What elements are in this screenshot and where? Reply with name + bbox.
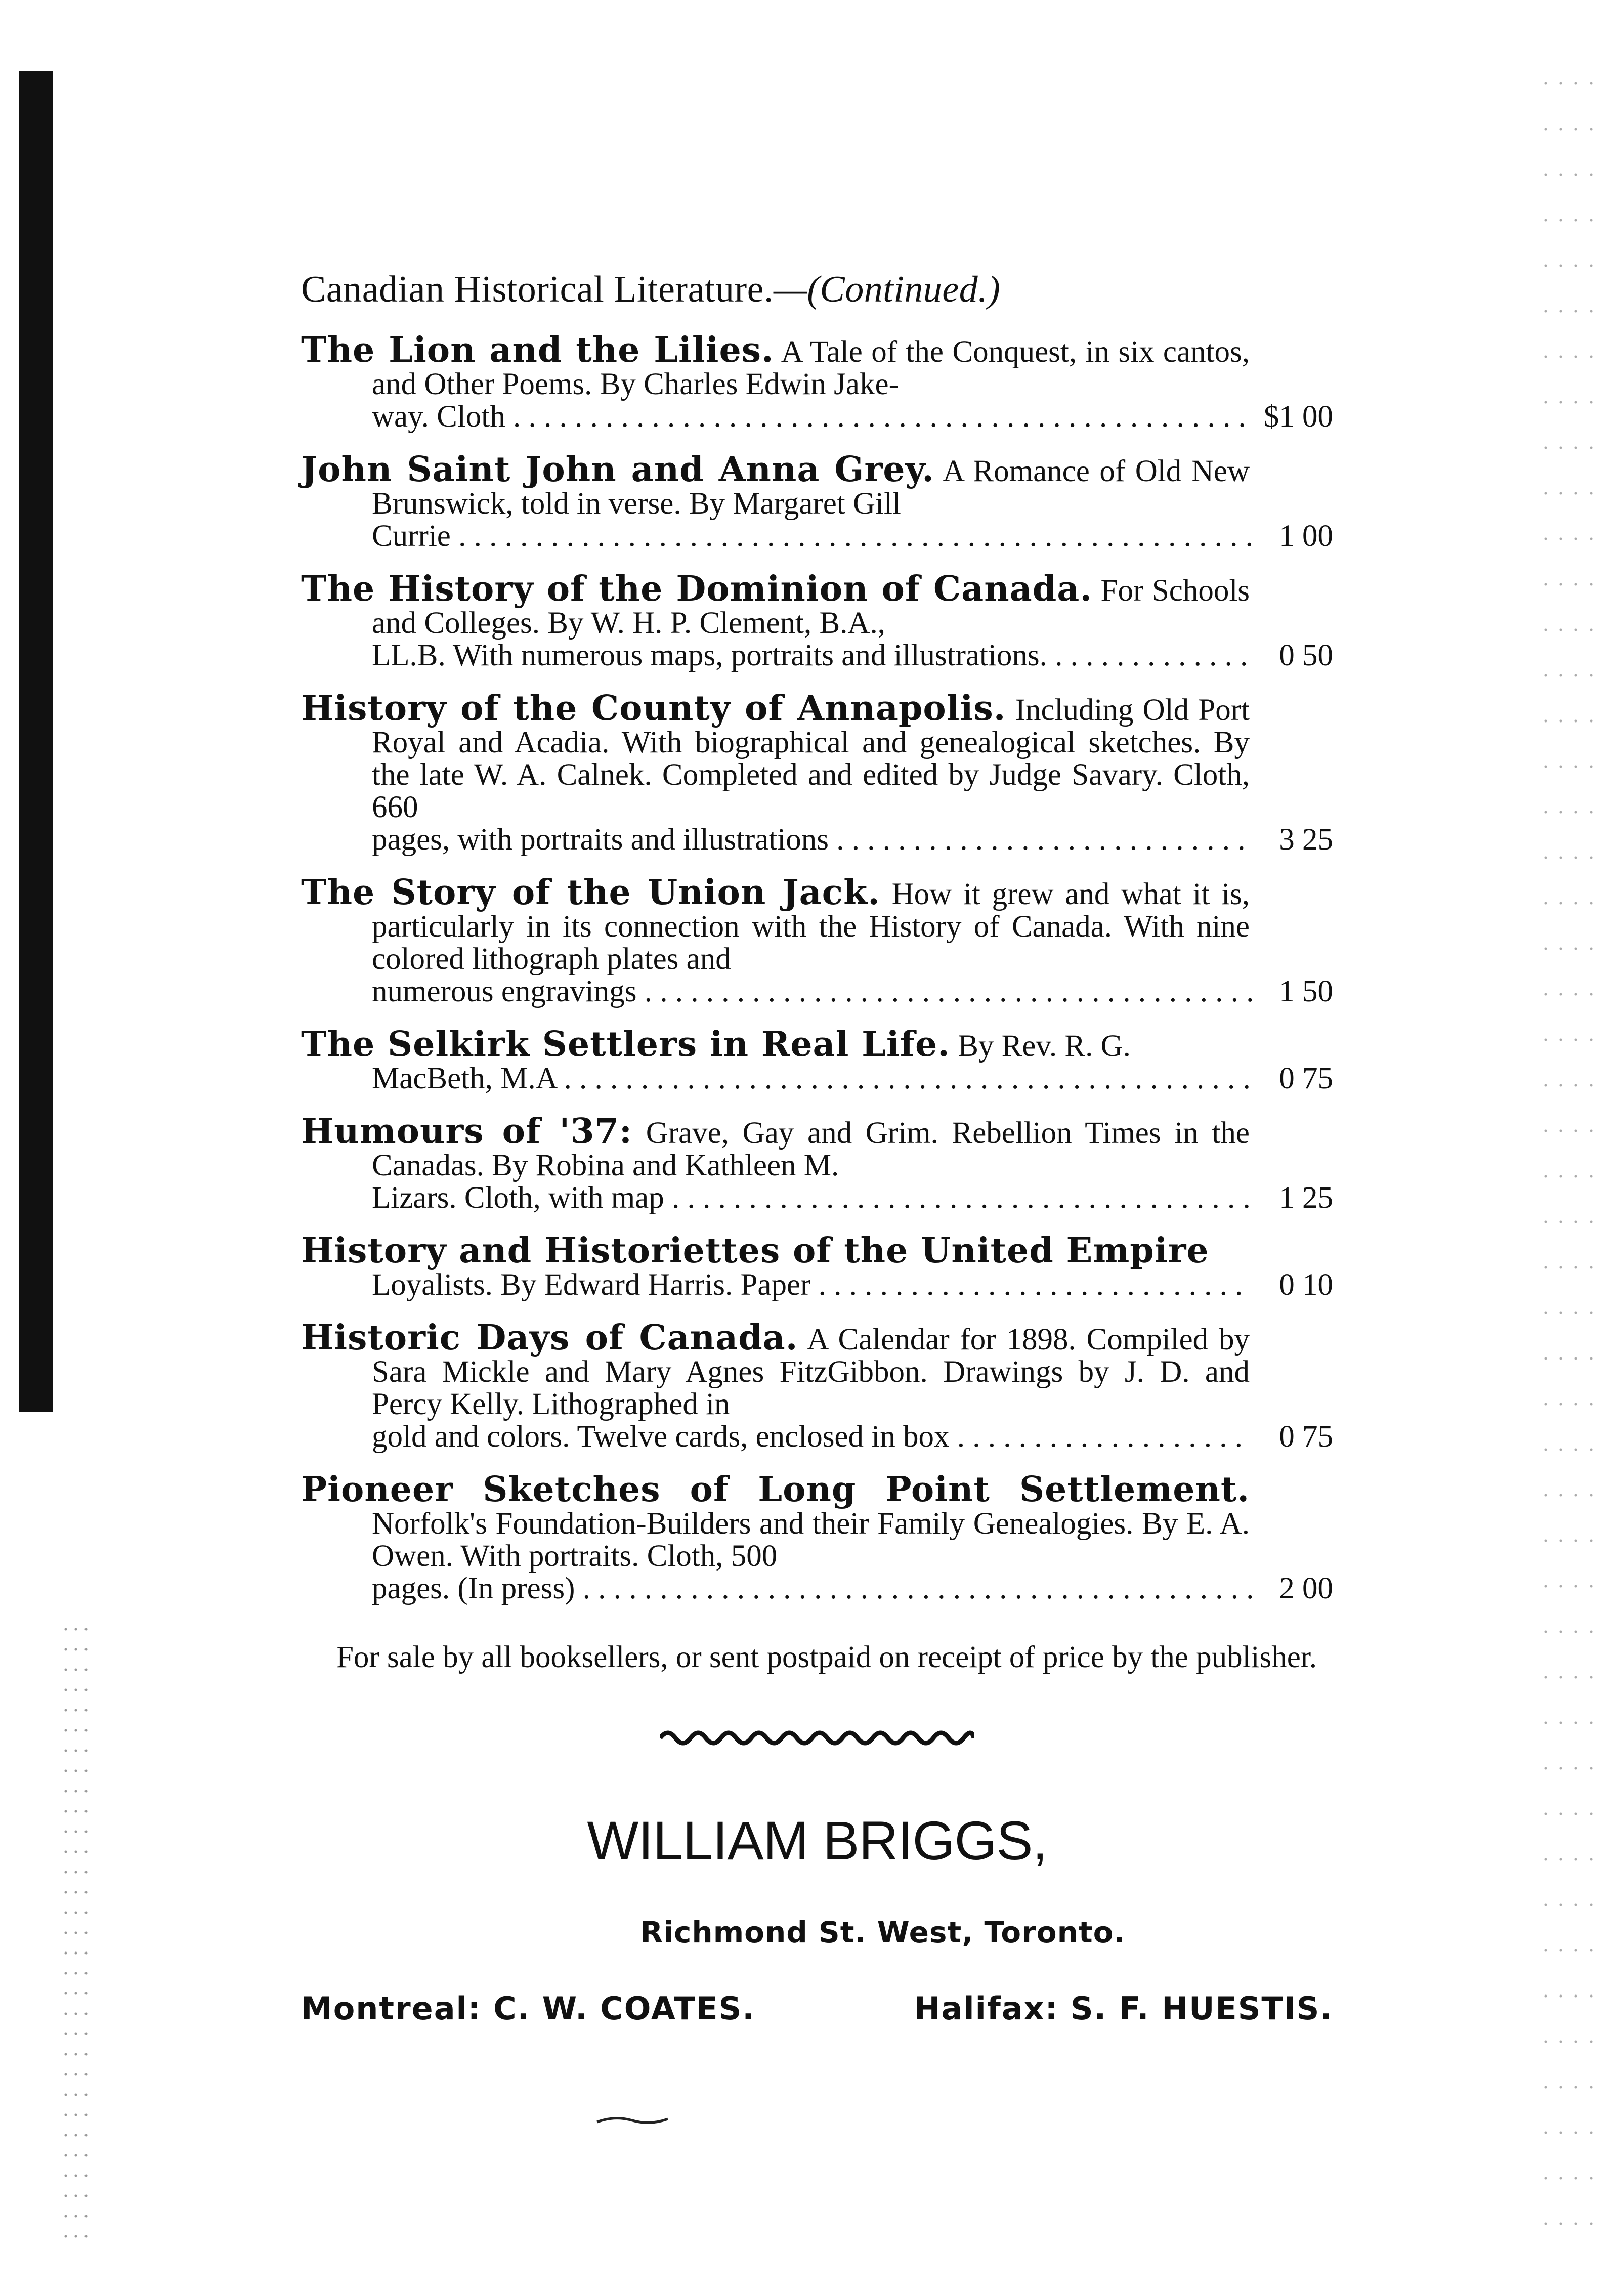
sale-note: For sale by all booksellers, or sent postpaid on receipt of price by the publisher. [336,1640,1317,1674]
book-price: 0 75 [1252,1421,1333,1453]
book-title: History of the County of Annapolis. [301,688,1006,729]
book-entry [301,688,1333,856]
book-price: 2 00 [1252,1573,1333,1605]
book-price: 0 10 [1252,1269,1333,1301]
book-entry [301,1111,1333,1214]
book-entry [301,330,1333,433]
book-title: Pioneer Sketches of Long Point Settlement. [301,1469,1250,1510]
book-description: A Romance of Old New Brunswick, told in verse. By Margaret Gill [372,454,1250,521]
book-entry [301,449,1333,553]
heading-continued: —(Continued.) [773,269,1001,310]
book-title: The Lion and the Lilies. [301,330,774,370]
montreal-agent: Montreal: C. W. COATES. [301,1990,755,2027]
book-description: How it grew and what it is, particularly in its connection with the History of Canada. With nine colored lithograph plates and [372,877,1250,976]
book-description: A Tale of the Conquest, in six cantos, and Other Poems. By Charles Edwin Jake- [372,335,1250,401]
ornamental-divider [660,1728,974,1748]
book-entry [301,1230,1333,1301]
book-entry [301,569,1333,672]
book-price: 1 25 [1252,1182,1333,1214]
heading-title: Canadian Historical Literature. [301,269,774,310]
book-price: 0 75 [1252,1063,1333,1095]
book-description-end: MacBeth, M.A . . . [372,1063,1333,1095]
book-entry [301,872,1333,1008]
book-price: 1 50 [1252,975,1333,1008]
book-description-end: numerous engravings . . . [372,975,1333,1008]
book-price: 3 25 [1252,824,1333,856]
book-description-end: Loyalists. By Edward Harris. Paper . . . [372,1269,1333,1301]
book-title: The History of the Dominion of Canada. [301,569,1092,609]
book-entry [301,1024,1333,1095]
book-description-end: pages. (In press) . . . [372,1573,1333,1605]
book-title: Historic Days of Canada. [301,1318,798,1358]
book-description: For Schools and Colleges. By W. H. P. Clement, B.A., [372,574,1250,640]
book-title: John Saint John and Anna Grey. [301,449,934,490]
book-description: By Rev. R. G. [958,1029,1131,1063]
book-title: The Story of the Union Jack. [301,872,880,913]
book-title: The Selkirk Settlers in Real Life. [301,1024,950,1065]
book-price: 0 50 [1252,640,1333,672]
book-title: Humours of '37: [301,1111,632,1152]
book-entry [301,1318,1333,1453]
book-description-end: gold and colors. Twelve cards, enclosed in box . . . [372,1421,1333,1453]
book-description-end: LL.B. With numerous maps, portraits and illustrations. . . . [372,640,1333,672]
book-description: Including Old Port Royal and Acadia. With biographical and genealogical sketches. By the late W. A. Calnek. Completed and edited by Judge Savary. Cloth, 660 [372,693,1250,824]
book-title: History and Historiettes of the United Empire [301,1230,1209,1271]
book-entry [301,1469,1333,1605]
book-description-end: pages, with portraits and illustrations . . . [372,824,1333,856]
page-heading [301,268,1333,311]
ink-smudge [594,2113,670,2128]
book-price: $1 00 [1252,401,1333,433]
halifax-agent: Halifax: S. F. HUESTIS. [914,1990,1333,2027]
book-description-end: way. Cloth . . . [372,401,1333,433]
book-list [301,330,1333,1605]
book-price: 1 00 [1252,520,1333,553]
scan-edge-marks [61,1619,91,2252]
book-description-end: Lizars. Cloth, with map . . . [372,1182,1333,1214]
book-description: Norfolk's Foundation-Builders and their Family Genealogies. By E. A. Owen. With portraits. Cloth, 500 [372,1507,1250,1573]
publisher-name: WILLIAM BRIGGS, [587,1810,1047,1871]
publisher-address: Richmond St. West, Toronto. [640,1915,1126,1949]
agents-line [301,1990,1333,2027]
page-content [301,268,1333,2128]
book-description-end: Currie . . . [372,520,1333,553]
book-description: A Calendar for 1898. Compiled by Sara Mickle and Mary Agnes FitzGibbon. Drawings by J. D. and Percy Kelly. Lithographed in [372,1323,1250,1421]
scan-edge-bar [19,71,53,1412]
book-description: Grave, Gay and Grim. Rebellion Times in the Canadas. By Robina and Kathleen M. [372,1116,1250,1182]
scan-edge-speckle [1538,61,1594,2236]
